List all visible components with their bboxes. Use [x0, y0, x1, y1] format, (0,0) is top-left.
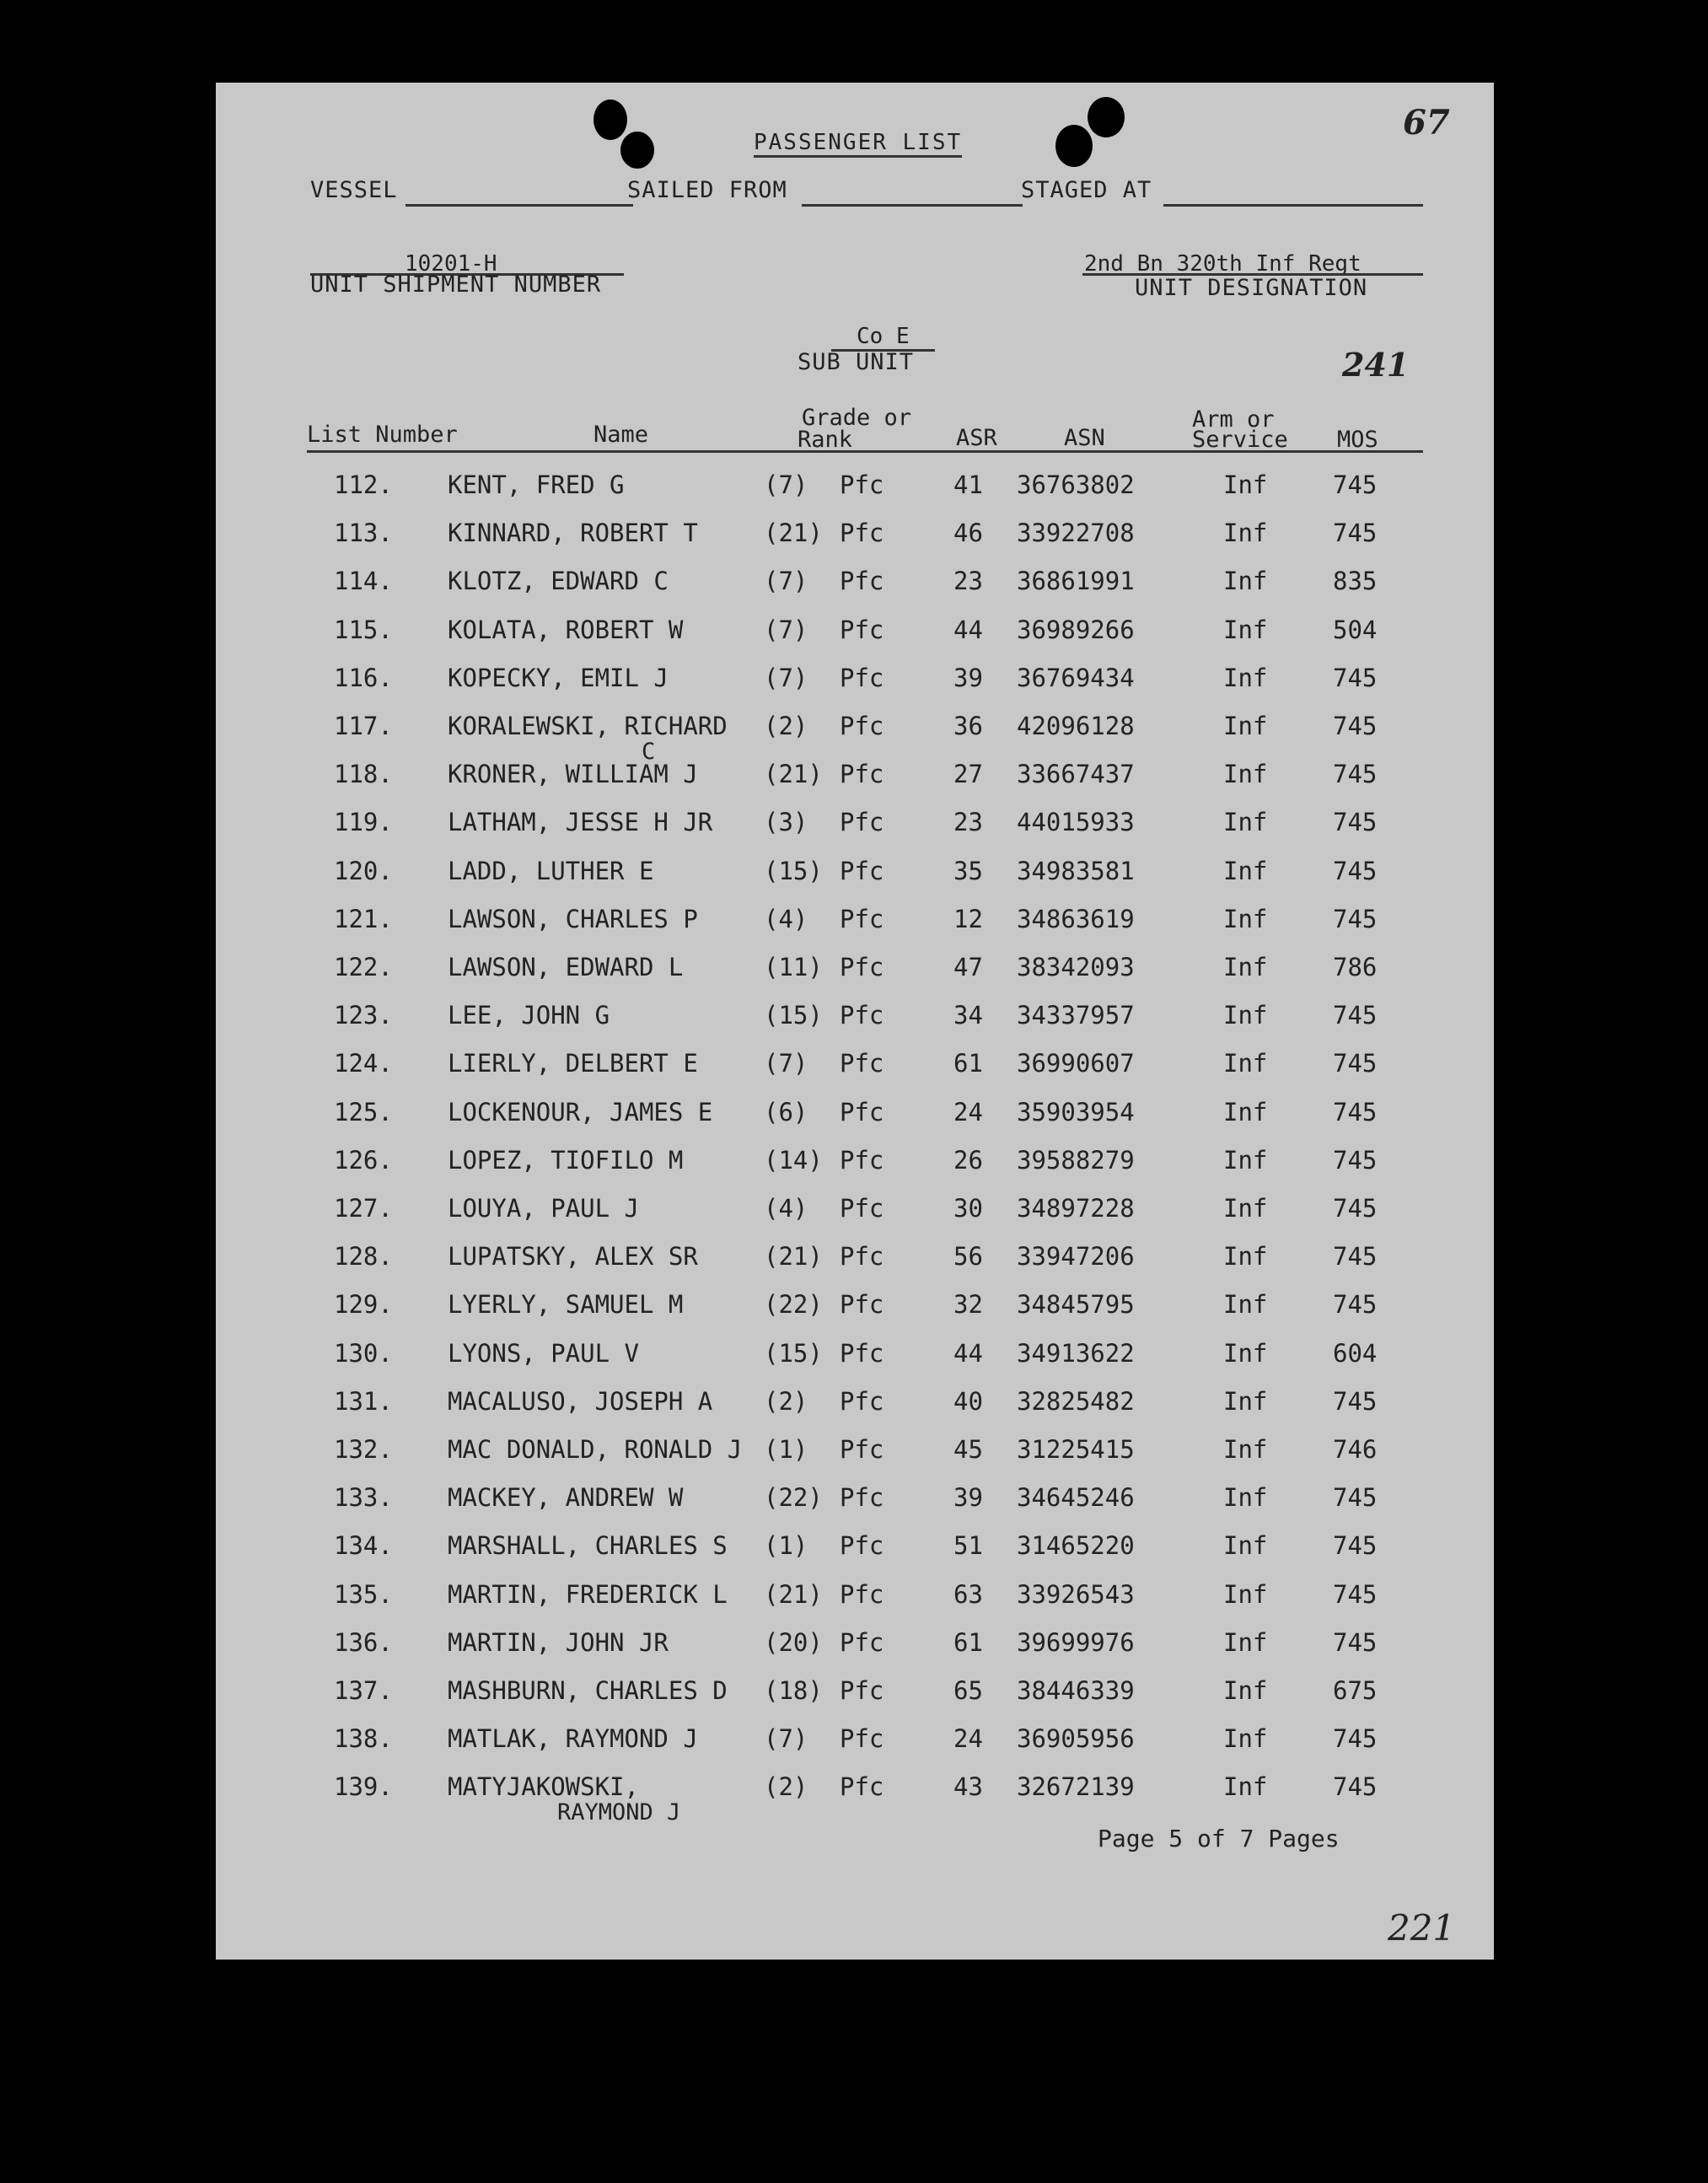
cell-arm-or-service: Inf: [1223, 1242, 1268, 1271]
unit-designation: 2nd Bn 320th Inf Regt: [1084, 251, 1362, 277]
cell-grade: (14): [764, 1146, 823, 1175]
cell-list-number: 134.: [334, 1531, 393, 1560]
cell-asn: 34983581: [1017, 857, 1135, 885]
punch-hole-right-b: [1088, 97, 1125, 137]
cell-arm-or-service: Inf: [1223, 616, 1268, 644]
cell-list-number: 124.: [334, 1049, 393, 1078]
cell-grade: (2): [764, 1387, 808, 1416]
cell-rank: Pfc: [840, 1531, 884, 1560]
cell-name: KRONER, WILLIAM J: [448, 760, 698, 788]
header-asr: ASR: [956, 425, 997, 451]
cell-mos: 504: [1333, 616, 1378, 644]
cell-rank: Pfc: [840, 1146, 884, 1175]
cell-name: MACALUSO, JOSEPH A: [448, 1387, 713, 1416]
cell-asr: 44: [953, 616, 983, 644]
cell-mos: 745: [1333, 1049, 1378, 1078]
cell-list-number: 123.: [334, 1001, 393, 1030]
cell-grade: (20): [764, 1628, 823, 1657]
cell-mos: 745: [1333, 712, 1378, 740]
table-row: [216, 1049, 1494, 1096]
cell-rank: Pfc: [840, 808, 884, 836]
cell-arm-or-service: Inf: [1223, 470, 1268, 499]
cell-asr: 56: [953, 1242, 983, 1271]
cell-mos: 745: [1333, 1483, 1378, 1512]
cell-rank: Pfc: [840, 760, 884, 788]
cell-list-number: 130.: [334, 1339, 393, 1368]
cell-name: LEE, JOHN G: [448, 1001, 610, 1030]
table-row: [216, 1628, 1494, 1675]
table-row: [216, 1146, 1494, 1193]
cell-asn: 34337957: [1017, 1001, 1135, 1030]
cell-asr: 32: [953, 1290, 983, 1319]
cell-asr: 46: [953, 519, 983, 547]
vessel-field: [406, 204, 633, 207]
cell-rank: Pfc: [840, 1001, 884, 1030]
cell-rank: Pfc: [840, 1772, 884, 1801]
cell-asr: 30: [953, 1194, 983, 1223]
cell-asr: 43: [953, 1772, 983, 1801]
cell-grade: (2): [764, 1772, 808, 1801]
table-row: [216, 1242, 1494, 1289]
cell-rank: Pfc: [840, 712, 884, 740]
cell-rank: Pfc: [840, 1580, 884, 1609]
cell-asr: 34: [953, 1001, 983, 1030]
cell-grade: (21): [764, 760, 823, 788]
header-grade-2: Rank: [798, 427, 853, 453]
cell-name: LIERLY, DELBERT E: [448, 1049, 698, 1078]
cell-rank: Pfc: [840, 1724, 884, 1753]
cell-asr: 39: [953, 664, 983, 692]
cell-list-number: 132.: [334, 1435, 393, 1464]
cell-mos: 745: [1333, 664, 1378, 692]
cell-name: LYONS, PAUL V: [448, 1339, 639, 1368]
table-row: [216, 616, 1494, 663]
cell-list-number: 127.: [334, 1194, 393, 1223]
cell-arm-or-service: Inf: [1223, 953, 1268, 981]
cell-arm-or-service: Inf: [1223, 1483, 1268, 1512]
cell-mos: 745: [1333, 1387, 1378, 1416]
cell-rank: Pfc: [840, 519, 884, 547]
cell-list-number: 136.: [334, 1628, 393, 1657]
cell-name: KORALEWSKI, RICHARD: [448, 712, 728, 740]
handwritten-number: 221: [1388, 1907, 1456, 1949]
table-row: [216, 1580, 1494, 1627]
cell-list-number: 113.: [334, 519, 393, 547]
cell-asr: 27: [953, 760, 983, 788]
cell-grade: (11): [764, 953, 823, 981]
cell-grade: (7): [764, 616, 808, 644]
table-row: [216, 470, 1494, 518]
cell-arm-or-service: Inf: [1223, 1580, 1268, 1609]
cell-list-number: 125.: [334, 1098, 393, 1126]
cell-asn: 36990607: [1017, 1049, 1135, 1078]
cell-arm-or-service: Inf: [1223, 1772, 1268, 1801]
cell-mos: 745: [1333, 1146, 1378, 1175]
cell-arm-or-service: Inf: [1223, 1290, 1268, 1319]
sub-unit-label: SUB UNIT: [798, 349, 915, 375]
cell-mos: 745: [1333, 1290, 1378, 1319]
cell-grade: (3): [764, 808, 808, 836]
cell-asn: 36861991: [1017, 567, 1135, 595]
cell-mos: 745: [1333, 808, 1378, 836]
cell-grade: (7): [764, 470, 808, 499]
cell-asn: 38342093: [1017, 953, 1135, 981]
cell-asn: 32825482: [1017, 1387, 1135, 1416]
cell-name: KOPECKY, EMIL J: [448, 664, 669, 692]
cell-list-number: 116.: [334, 664, 393, 692]
table-row: [216, 1098, 1494, 1145]
cell-mos: 745: [1333, 1628, 1378, 1657]
cell-asr: 61: [953, 1628, 983, 1657]
header-rule: [307, 450, 1423, 453]
cell-name: MAC DONALD, RONALD J: [448, 1435, 743, 1464]
cell-grade: (1): [764, 1435, 808, 1464]
cell-list-number: 120.: [334, 857, 393, 885]
cell-list-number: 138.: [334, 1724, 393, 1753]
sailed-from-label: SAILED FROM: [627, 177, 787, 203]
cell-arm-or-service: Inf: [1223, 905, 1268, 933]
cell-asn: 33947206: [1017, 1242, 1135, 1271]
cell-rank: Pfc: [840, 1483, 884, 1512]
cell-grade: (7): [764, 1724, 808, 1753]
header-asn: ASN: [1064, 425, 1105, 451]
table-row: [216, 1290, 1494, 1337]
cell-asr: 23: [953, 567, 983, 595]
cell-asr: 23: [953, 808, 983, 836]
cell-name: KLOTZ, EDWARD C: [448, 567, 669, 595]
unit-designation-label: UNIT DESIGNATION: [1135, 275, 1368, 301]
cell-grade: (22): [764, 1483, 823, 1512]
cell-mos: 745: [1333, 1001, 1378, 1030]
cell-rank: Pfc: [840, 1676, 884, 1705]
cell-rank: Pfc: [840, 567, 884, 595]
cell-asn: 36763802: [1017, 470, 1135, 499]
cell-asn: 35903954: [1017, 1098, 1135, 1126]
cell-arm-or-service: Inf: [1223, 567, 1268, 595]
cell-arm-or-service: Inf: [1223, 1098, 1268, 1126]
cell-grade: (6): [764, 1098, 808, 1126]
cell-arm-or-service: Inf: [1223, 664, 1268, 692]
cell-name: LAWSON, EDWARD L: [448, 953, 684, 981]
table-row: [216, 567, 1494, 614]
table-row: [216, 519, 1494, 566]
cell-asn: 33922708: [1017, 519, 1135, 547]
cell-asr: 35: [953, 857, 983, 885]
cell-name: LOCKENOUR, JAMES E: [448, 1098, 713, 1126]
table-row: [216, 857, 1494, 904]
header-list-number: List Number: [307, 422, 458, 448]
cell-asn: 31465220: [1017, 1531, 1135, 1560]
cell-asn: 34645246: [1017, 1483, 1135, 1512]
cell-list-number: 122.: [334, 953, 393, 981]
cell-rank: Pfc: [840, 616, 884, 644]
table-row: [216, 1724, 1494, 1772]
table-row: [216, 712, 1494, 765]
table-row: [216, 1676, 1494, 1723]
cell-grade: (7): [764, 567, 808, 595]
header-name: Name: [594, 422, 649, 448]
cell-arm-or-service: Inf: [1223, 1435, 1268, 1464]
cell-asn: 39699976: [1017, 1628, 1135, 1657]
cell-rank: Pfc: [840, 905, 884, 933]
cell-name: KOLATA, ROBERT W: [448, 616, 684, 644]
cell-mos: 745: [1333, 1580, 1378, 1609]
document-page: [216, 83, 1494, 1960]
table-row: [216, 664, 1494, 711]
cell-rank: Pfc: [840, 857, 884, 885]
cell-name: MARSHALL, CHARLES S: [448, 1531, 728, 1560]
cell-asr: 44: [953, 1339, 983, 1368]
cell-grade: (18): [764, 1676, 823, 1705]
table-row: [216, 1001, 1494, 1048]
cell-name: LADD, LUTHER E: [448, 857, 654, 885]
cell-asn: 36769434: [1017, 664, 1135, 692]
cell-grade: (21): [764, 519, 823, 547]
cell-mos: 604: [1333, 1339, 1378, 1368]
cell-asn: 33667437: [1017, 760, 1135, 788]
cell-mos: 745: [1333, 905, 1378, 933]
stamp-number: 241: [1342, 346, 1410, 384]
cell-name: LUPATSKY, ALEX SR: [448, 1242, 698, 1271]
cell-arm-or-service: Inf: [1223, 1194, 1268, 1223]
cell-list-number: 118.: [334, 760, 393, 788]
cell-list-number: 128.: [334, 1242, 393, 1271]
cell-list-number: 121.: [334, 905, 393, 933]
cell-mos: 745: [1333, 1242, 1378, 1271]
cell-mos: 745: [1333, 519, 1378, 547]
sailed-from-field: [802, 204, 1023, 207]
cell-asn: 34897228: [1017, 1194, 1135, 1223]
unit-shipment-label: UNIT SHIPMENT NUMBER: [310, 272, 602, 298]
cell-rank: Pfc: [840, 953, 884, 981]
cell-name: LYERLY, SAMUEL M: [448, 1290, 684, 1319]
cell-name: MASHBURN, CHARLES D: [448, 1676, 728, 1705]
cell-asr: 24: [953, 1724, 983, 1753]
cell-list-number: 133.: [334, 1483, 393, 1512]
page-footer: Page 5 of 7 Pages: [1098, 1825, 1340, 1852]
cell-asr: 63: [953, 1580, 983, 1609]
cell-arm-or-service: Inf: [1223, 1676, 1268, 1705]
vessel-label: VESSEL: [310, 177, 398, 203]
cell-asn: 34913622: [1017, 1339, 1135, 1368]
cell-arm-or-service: Inf: [1223, 760, 1268, 788]
staged-at-field: [1163, 204, 1423, 207]
table-row: [216, 1531, 1494, 1578]
cell-asr: 51: [953, 1531, 983, 1560]
cell-mos: 745: [1333, 470, 1378, 499]
cell-asn: 42096128: [1017, 712, 1135, 740]
table-row: [216, 1194, 1494, 1241]
cell-asr: 39: [953, 1483, 983, 1512]
cell-name: MATYJAKOWSKI,: [448, 1772, 639, 1801]
cell-grade: (7): [764, 664, 808, 692]
cell-list-number: 137.: [334, 1676, 393, 1705]
page-mark-top: 67: [1403, 103, 1450, 142]
cell-list-number: 129.: [334, 1290, 393, 1319]
header-mos: MOS: [1337, 427, 1378, 453]
cell-arm-or-service: Inf: [1223, 712, 1268, 740]
cell-mos: 745: [1333, 1724, 1378, 1753]
cell-rank: Pfc: [840, 1628, 884, 1657]
cell-arm-or-service: Inf: [1223, 1628, 1268, 1657]
cell-asn: 39588279: [1017, 1146, 1135, 1175]
table-row: [216, 953, 1494, 1000]
cell-grade: (22): [764, 1290, 823, 1319]
cell-arm-or-service: Inf: [1223, 1339, 1268, 1368]
cell-asr: 45: [953, 1435, 983, 1464]
punch-hole-left-b: [620, 132, 654, 169]
cell-mos: 675: [1333, 1676, 1378, 1705]
cell-arm-or-service: Inf: [1223, 1146, 1268, 1175]
cell-list-number: 131.: [334, 1387, 393, 1416]
cell-arm-or-service: Inf: [1223, 1387, 1268, 1416]
cell-grade: (15): [764, 857, 823, 885]
cell-rank: Pfc: [840, 1098, 884, 1126]
cell-rank: Pfc: [840, 1435, 884, 1464]
cell-grade: (4): [764, 905, 808, 933]
cell-rank: Pfc: [840, 664, 884, 692]
cell-mos: 786: [1333, 953, 1378, 981]
cell-list-number: 112.: [334, 470, 393, 499]
table-row: [216, 1772, 1494, 1825]
cell-arm-or-service: Inf: [1223, 857, 1268, 885]
cell-asr: 65: [953, 1676, 983, 1705]
cell-name: LOPEZ, TIOFILO M: [448, 1146, 684, 1175]
cell-asn: 31225415: [1017, 1435, 1135, 1464]
table-row: [216, 808, 1494, 855]
cell-list-number: 119.: [334, 808, 393, 836]
cell-list-number: 114.: [334, 567, 393, 595]
cell-list-number: 115.: [334, 616, 393, 644]
table-row: [216, 760, 1494, 807]
cell-name-continued: RAYMOND J: [557, 1799, 681, 1825]
cell-asn: 34863619: [1017, 905, 1135, 933]
cell-name-continued: C: [642, 739, 656, 765]
cell-name: LOUYA, PAUL J: [448, 1194, 639, 1223]
staged-at-label: STAGED AT: [1021, 177, 1152, 203]
cell-asn: 38446339: [1017, 1676, 1135, 1705]
header-arm-2: Service: [1192, 427, 1288, 453]
sub-unit: Co E: [831, 324, 935, 352]
header-grade-1: Grade or: [802, 405, 912, 431]
cell-name: LATHAM, JESSE H JR: [448, 808, 713, 836]
cell-rank: Pfc: [840, 1242, 884, 1271]
cell-rank: Pfc: [840, 1339, 884, 1368]
header-arm-1: Arm or: [1192, 406, 1275, 433]
cell-arm-or-service: Inf: [1223, 1531, 1268, 1560]
cell-rank: Pfc: [840, 1049, 884, 1078]
cell-grade: (15): [764, 1001, 823, 1030]
cell-mos: 746: [1333, 1435, 1378, 1464]
cell-mos: 745: [1333, 1772, 1378, 1801]
cell-arm-or-service: Inf: [1223, 519, 1268, 547]
cell-asr: 36: [953, 712, 983, 740]
cell-name: MARTIN, FREDERICK L: [448, 1580, 728, 1609]
cell-rank: Pfc: [840, 470, 884, 499]
cell-list-number: 117.: [334, 712, 393, 740]
cell-name: LAWSON, CHARLES P: [448, 905, 698, 933]
cell-asr: 40: [953, 1387, 983, 1416]
cell-arm-or-service: Inf: [1223, 808, 1268, 836]
cell-rank: Pfc: [840, 1194, 884, 1223]
cell-grade: (4): [764, 1194, 808, 1223]
cell-asr: 41: [953, 470, 983, 499]
cell-arm-or-service: Inf: [1223, 1724, 1268, 1753]
cell-asn: 36905956: [1017, 1724, 1135, 1753]
cell-name: MARTIN, JOHN JR: [448, 1628, 669, 1657]
cell-grade: (2): [764, 712, 808, 740]
document-title: PASSENGER LIST: [754, 130, 962, 158]
cell-grade: (7): [764, 1049, 808, 1078]
cell-mos: 745: [1333, 857, 1378, 885]
cell-list-number: 126.: [334, 1146, 393, 1175]
cell-mos: 745: [1333, 1098, 1378, 1126]
cell-list-number: 139.: [334, 1772, 393, 1801]
cell-asr: 12: [953, 905, 983, 933]
cell-asn: 34845795: [1017, 1290, 1135, 1319]
cell-asr: 61: [953, 1049, 983, 1078]
cell-grade: (21): [764, 1580, 823, 1609]
cell-name: KINNARD, ROBERT T: [448, 519, 698, 547]
cell-rank: Pfc: [840, 1387, 884, 1416]
cell-asn: 33926543: [1017, 1580, 1135, 1609]
cell-asn: 32672139: [1017, 1772, 1135, 1801]
cell-mos: 745: [1333, 1194, 1378, 1223]
cell-grade: (15): [764, 1339, 823, 1368]
cell-mos: 745: [1333, 1531, 1378, 1560]
cell-asn: 36989266: [1017, 616, 1135, 644]
cell-mos: 745: [1333, 760, 1378, 788]
punch-hole-right-a: [1055, 125, 1093, 167]
table-row: [216, 1435, 1494, 1482]
cell-rank: Pfc: [840, 1290, 884, 1319]
unit-shipment-number: 10201-H: [405, 251, 497, 277]
cell-name: MATLAK, RAYMOND J: [448, 1724, 698, 1753]
cell-asr: 47: [953, 953, 983, 981]
cell-asr: 26: [953, 1146, 983, 1175]
cell-mos: 835: [1333, 567, 1378, 595]
cell-list-number: 135.: [334, 1580, 393, 1609]
table-row: [216, 1483, 1494, 1530]
cell-asr: 24: [953, 1098, 983, 1126]
cell-name: KENT, FRED G: [448, 470, 625, 499]
table-row: [216, 1387, 1494, 1434]
cell-grade: (21): [764, 1242, 823, 1271]
table-row: [216, 905, 1494, 952]
table-row: [216, 1339, 1494, 1386]
cell-name: MACKEY, ANDREW W: [448, 1483, 684, 1512]
cell-asn: 44015933: [1017, 808, 1135, 836]
cell-arm-or-service: Inf: [1223, 1049, 1268, 1078]
punch-hole-left-a: [594, 99, 627, 140]
cell-grade: (1): [764, 1531, 808, 1560]
cell-arm-or-service: Inf: [1223, 1001, 1268, 1030]
